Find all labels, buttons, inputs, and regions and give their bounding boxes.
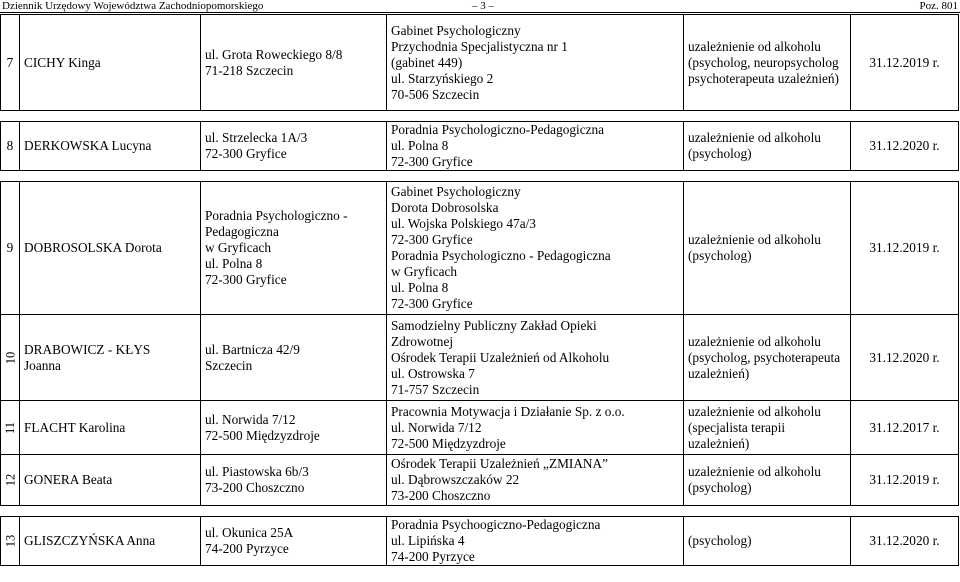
person-address-line: 71-218 Szczecin: [205, 62, 294, 78]
specialty-line: (psycholog, psychoterapeuta: [688, 349, 841, 365]
table-row: [1, 455, 959, 506]
workplace-line: Poradnia Psychoogiczno-Pedagogiczna: [391, 517, 601, 532]
person-address: [201, 315, 387, 401]
workplace-line: Pracownia Motywacja i Działanie Sp. z o.o.: [391, 403, 625, 419]
person-address: [201, 401, 387, 455]
person-address: [201, 122, 387, 171]
workplace-line: 72-300 Gryfice: [391, 296, 473, 311]
person-name: [20, 517, 201, 566]
table-gap-cell: [1, 171, 959, 182]
person-address-line: 72-300 Gryfice: [205, 146, 287, 161]
person-name-line: DRABOWICZ - KŁYS: [24, 341, 151, 357]
person-address-line: ul. Bartnicza 42/9: [205, 341, 300, 357]
person-address-line: ul. Norwida 7/12: [205, 411, 296, 427]
validity-date: 31.12.2017 r.: [851, 401, 959, 455]
person-name-line: FLACHT Karolina: [24, 419, 126, 435]
specialty-line: uzależnienie od alkoholu: [688, 403, 821, 419]
entry-number-text: 10: [3, 351, 17, 364]
table-row: [1, 315, 959, 401]
registry-table: [0, 14, 959, 566]
workplace: [387, 15, 684, 111]
entry-number-text: 8: [6, 138, 14, 153]
person-name: [20, 182, 201, 315]
person-name-line: GONERA Beata: [24, 472, 113, 487]
entry-number: [1, 15, 20, 111]
workplace-line: Dorota Dobrosolska: [391, 200, 499, 215]
header-rule: [0, 12, 960, 13]
person-address-line: 72-500 Międzyzdroje: [205, 427, 320, 443]
person-address-line: Pedagogiczna: [205, 224, 279, 239]
person-address: [201, 517, 387, 566]
entry-number: [1, 122, 20, 171]
entry-number: [1, 517, 20, 566]
specialty: [684, 517, 851, 566]
workplace-line: ul. Dąbrowszczaków 22: [391, 472, 520, 487]
person-address-line: ul. Polna 8: [205, 256, 263, 271]
person-address-line: 72-300 Gryfice: [205, 272, 287, 287]
person-name: [20, 122, 201, 171]
specialty-line: uzależnienie od alkoholu: [688, 130, 821, 145]
workplace-line: (gabinet 449): [391, 54, 463, 70]
person-address-line: ul. Strzelecka 1A/3: [205, 130, 308, 145]
person-address-line: 73-200 Choszczno: [205, 480, 305, 495]
workplace: [387, 401, 684, 455]
entry-number-text: 9: [6, 240, 14, 255]
entry-number: [1, 455, 20, 506]
specialty-line: (psycholog, neuropsycholog: [688, 54, 839, 70]
person-name: [20, 401, 201, 455]
validity-date: 31.12.2020 r.: [851, 122, 959, 171]
workplace-line: ul. Lipińska 4: [391, 533, 465, 548]
workplace-line: ul. Polna 8: [391, 138, 449, 153]
specialty: [684, 455, 851, 506]
table-gap: [1, 111, 959, 122]
specialty-line: psychoterapeuta uzależnień): [688, 70, 839, 86]
person-name-line: DERKOWSKA Lucyna: [24, 138, 152, 153]
person-address: [201, 455, 387, 506]
specialty-line: (psycholog): [688, 533, 752, 548]
workplace: [387, 315, 684, 401]
validity-date: 31.12.2020 r.: [851, 517, 959, 566]
workplace-line: Poradnia Psychologiczno - Pedagogiczna: [391, 248, 611, 263]
workplace-line: Ośrodek Terapii Uzależnień od Alkoholu: [391, 349, 610, 365]
entry-number: [1, 401, 20, 455]
table-gap: [1, 171, 959, 182]
person-address-line: ul. Piastowska 6b/3: [205, 464, 309, 479]
workplace-line: Ośrodek Terapii Uzależnień „ZMIANA”: [391, 456, 609, 471]
entry-number-text: 13: [3, 534, 17, 548]
entry-number-text: 12: [3, 473, 17, 487]
specialty: [684, 401, 851, 455]
workplace-line: Poradnia Psychologiczno-Pedagogiczna: [391, 122, 605, 137]
specialty: [684, 15, 851, 111]
workplace-line: 72-500 Międzyzdroje: [391, 435, 506, 451]
person-name: [20, 455, 201, 506]
person-address-line: ul. Grota Roweckiego 8/8: [205, 46, 343, 62]
specialty-line: uzależnienie od alkoholu: [688, 232, 821, 247]
workplace: [387, 517, 684, 566]
workplace-line: Przychodnia Specjalistyczna nr 1: [391, 38, 568, 54]
person-address-line: Poradnia Psychologiczno -: [205, 208, 348, 223]
entry-number-text: 11: [2, 421, 17, 434]
validity-date: 31.12.2019 r.: [851, 182, 959, 315]
workplace: [387, 122, 684, 171]
workplace-line: 73-200 Choszczno: [391, 488, 491, 503]
specialty-line: uzależnień): [688, 365, 750, 381]
table-gap-cell: [1, 506, 959, 517]
table-gap-cell: [1, 111, 959, 122]
specialty-line: uzależnień): [688, 435, 750, 451]
workplace-line: ul. Ostrowska 7: [391, 365, 475, 381]
specialty-line: (psycholog): [688, 146, 752, 161]
workplace-line: 70-506 Szczecin: [391, 86, 480, 102]
person-address-line: Szczecin: [205, 357, 253, 373]
workplace-line: Gabinet Psychologiczny: [391, 22, 521, 38]
workplace-line: 74-200 Pyrzyce: [391, 549, 475, 564]
person-address-line: w Gryficach: [205, 240, 272, 255]
table-gap: [1, 506, 959, 517]
person-address-line: 74-200 Pyrzyce: [205, 541, 289, 556]
person-address-line: ul. Okunica 25A: [205, 525, 294, 540]
workplace-line: Samodzielny Publiczny Zakład Opieki: [391, 317, 597, 333]
specialty: [684, 122, 851, 171]
specialty-line: (specjalista terapii: [688, 419, 786, 435]
workplace-line: ul. Norwida 7/12: [391, 419, 482, 435]
entry-number: [1, 315, 20, 401]
position-number: Poz. 801: [919, 0, 958, 12]
person-address: [201, 182, 387, 315]
specialty: [684, 315, 851, 401]
page-number: – 3 –: [472, 0, 494, 12]
person-name-line: CICHY Kinga: [24, 54, 101, 70]
person-name: [20, 315, 201, 401]
table-row: [1, 517, 959, 566]
workplace-line: Zdrowotnej: [391, 333, 454, 349]
workplace-line: ul. Starzyńskiego 2: [391, 70, 494, 86]
workplace-line: Gabinet Psychologiczny: [391, 184, 521, 199]
workplace-line: w Gryficach: [391, 264, 458, 279]
table-row: [1, 15, 959, 111]
registry-table-body: [1, 15, 959, 566]
workplace-line: ul. Polna 8: [391, 280, 449, 295]
journal-title: Dziennik Urzędowy Województwa Zachodniopomorskiego: [2, 0, 264, 12]
workplace-line: 71-757 Szczecin: [391, 381, 480, 397]
person-name-line: DOBROSOLSKA Dorota: [24, 240, 162, 255]
specialty-line: uzależnienie od alkoholu: [688, 333, 821, 349]
specialty: [684, 182, 851, 315]
person-name-line: Joanna: [24, 357, 61, 373]
workplace: [387, 182, 684, 315]
person-name-line: GLISZCZYŃSKA Anna: [24, 533, 156, 548]
table-row: [1, 122, 959, 171]
workplace-line: ul. Wojska Polskiego 47a/3: [391, 216, 536, 231]
workplace: [387, 455, 684, 506]
entry-number: [1, 182, 20, 315]
entry-number-text: 7: [6, 54, 14, 70]
validity-date: 31.12.2019 r.: [851, 15, 959, 111]
workplace-line: 72-300 Gryfice: [391, 154, 473, 169]
person-address: [201, 15, 387, 111]
specialty-line: uzależnienie od alkoholu: [688, 464, 821, 479]
specialty-line: (psycholog): [688, 248, 752, 263]
validity-date: 31.12.2019 r.: [851, 455, 959, 506]
specialty-line: uzależnienie od alkoholu: [688, 38, 821, 54]
person-name: [20, 15, 201, 111]
specialty-line: (psycholog): [688, 480, 752, 495]
table-row: [1, 182, 959, 315]
validity-date: 31.12.2020 r.: [851, 315, 959, 401]
table-row: [1, 401, 959, 455]
workplace-line: 72-300 Gryfice: [391, 232, 473, 247]
